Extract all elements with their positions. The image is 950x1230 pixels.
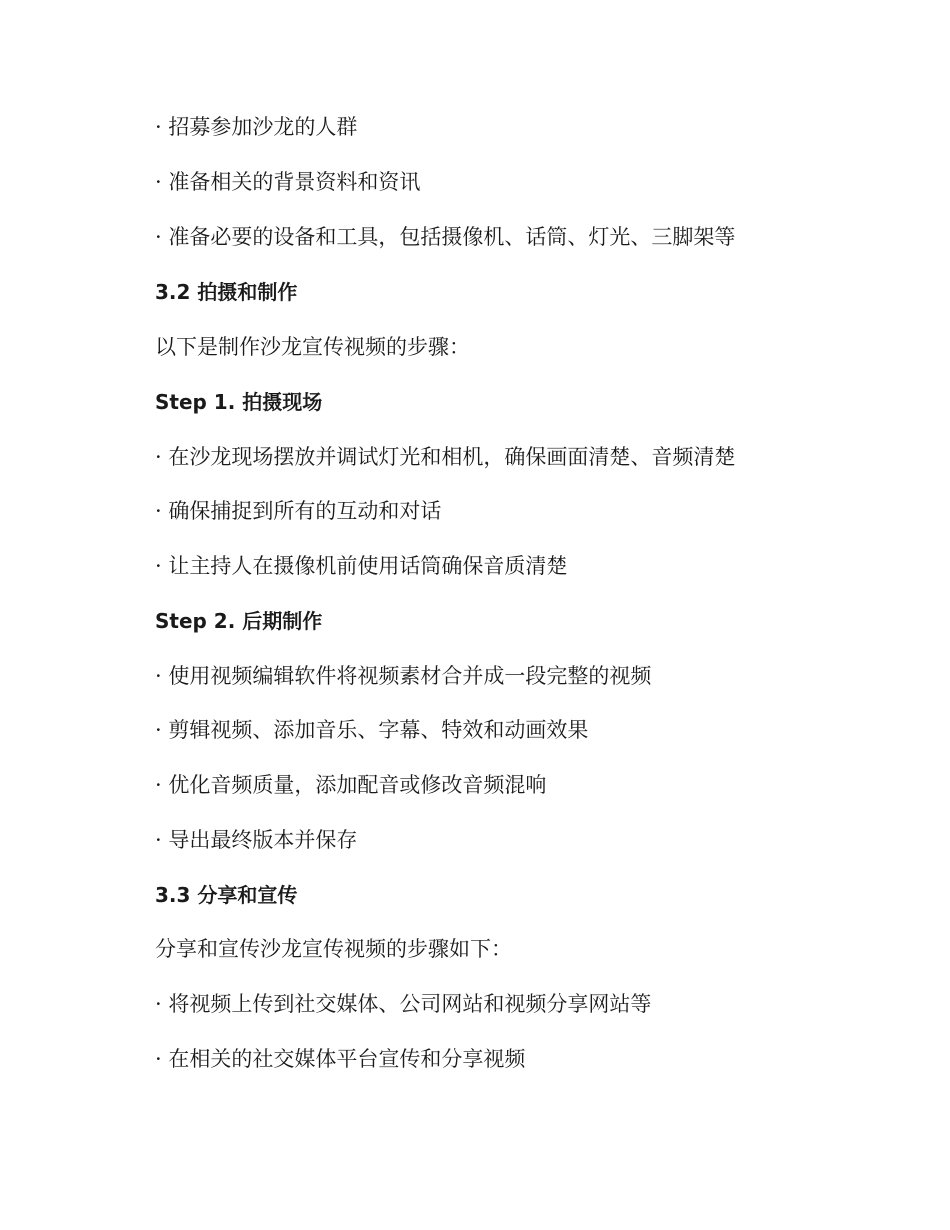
bullet-recruit-attendees: · 招募参加沙龙的人群 xyxy=(155,115,358,139)
step-heading-2: Step 2. 后期制作 xyxy=(155,609,323,633)
bullet-prepare-background: · 准备相关的背景资料和资讯 xyxy=(155,170,421,194)
bullet-prepare-equipment: · 准备必要的设备和工具，包括摄像机、话筒、灯光、三脚架等 xyxy=(155,225,736,249)
bullet-capture-interactions: · 确保捕捉到所有的互动和对话 xyxy=(155,499,442,523)
bullet-promote-social: · 在相关的社交媒体平台宣传和分享视频 xyxy=(155,1047,526,1071)
bullet-edit-effects: · 剪辑视频、添加音乐、字幕、特效和动画效果 xyxy=(155,718,589,742)
bullet-upload-video: · 将视频上传到社交媒体、公司网站和视频分享网站等 xyxy=(155,992,652,1016)
bullet-merge-footage: · 使用视频编辑软件将视频素材合并成一段完整的视频 xyxy=(155,664,652,688)
section-heading-3-2: 3.2 拍摄和制作 xyxy=(155,280,298,304)
bullet-host-microphone: · 让主持人在摄像机前使用话筒确保音质清楚 xyxy=(155,554,568,578)
step-heading-1: Step 1. 拍摄现场 xyxy=(155,390,323,414)
paragraph-production-intro: 以下是制作沙龙宣传视频的步骤： xyxy=(155,335,470,359)
bullet-optimize-audio: · 优化音频质量，添加配音或修改音频混响 xyxy=(155,773,547,797)
bullet-export-final: · 导出最终版本并保存 xyxy=(155,828,358,852)
bullet-setup-lighting: · 在沙龙现场摆放并调试灯光和相机，确保画面清楚、音频清楚 xyxy=(155,445,736,469)
section-heading-3-3: 3.3 分享和宣传 xyxy=(155,883,298,907)
paragraph-share-intro: 分享和宣传沙龙宣传视频的步骤如下： xyxy=(155,937,512,961)
